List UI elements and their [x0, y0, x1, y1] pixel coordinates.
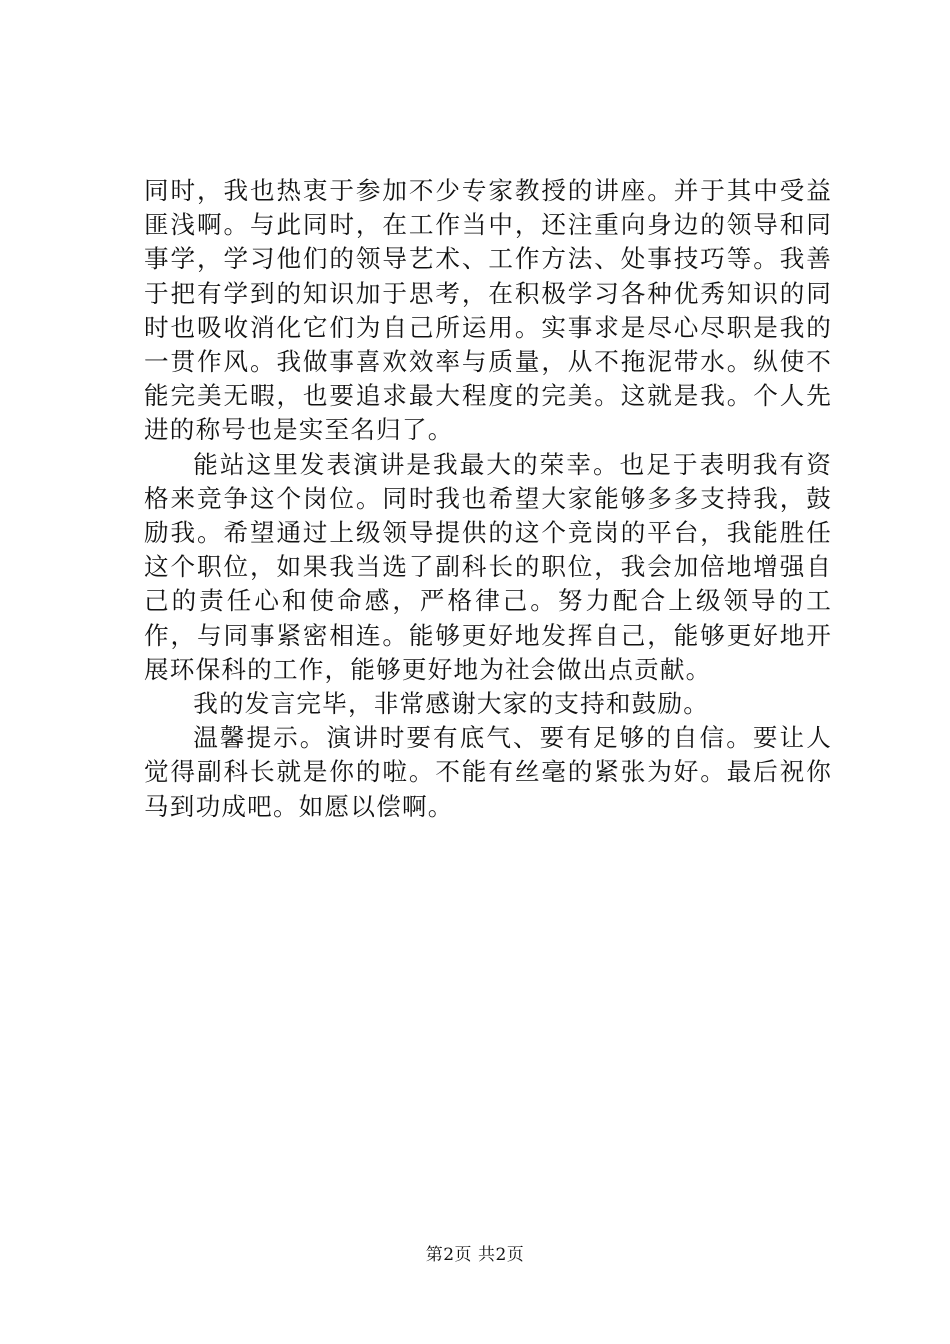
- paragraph-4: 温馨提示。演讲时要有底气、要有足够的自信。要让人觉得副科长就是你的啦。不能有丝毫的紧张为好。最后祝你马到功成吧。如愿以偿啊。: [144, 723, 832, 821]
- paragraph-1: 同时，我也热衷于参加不少专家教授的讲座。并于其中受益匪浅啊。与此同时，在工作当中，还注重向身边的领导和同事学，学习他们的领导艺术、工作方法、处事技巧等。我善于把有学到的知识加于思考，在积极学习各种优秀知识的同时也吸收消化它们为自己所运用。实事求是尽心尽职是我的一贯作风。我做事喜欢效率与质量，从不拖泥带水。纵使不能完美无暇，也要追求最大程度的完美。这就是我。个人先进的称号也是实至名归了。: [144, 176, 832, 445]
- paragraph-3: 我的发言完毕，非常感谢大家的支持和鼓励。: [193, 689, 710, 719]
- paragraph-2: 能站这里发表演讲是我最大的荣幸。也足于表明我有资格来竞争这个岗位。同时我也希望大家能够多多支持我，鼓励我。希望通过上级领导提供的这个竞岗的平台，我能胜任这个职位，如果我当选了副科长的职位，我会加倍地增强自己的责任心和使命感，严格律己。努力配合上级领导的工作，与同事紧密相连。能够更好地发挥自己，能够更好地开展环保科的工作，能够更好地为社会做出点贡献。: [144, 449, 832, 684]
- document-body: [144, 174, 832, 824]
- page-number-footer: 第2页 共2页: [425, 1245, 525, 1265]
